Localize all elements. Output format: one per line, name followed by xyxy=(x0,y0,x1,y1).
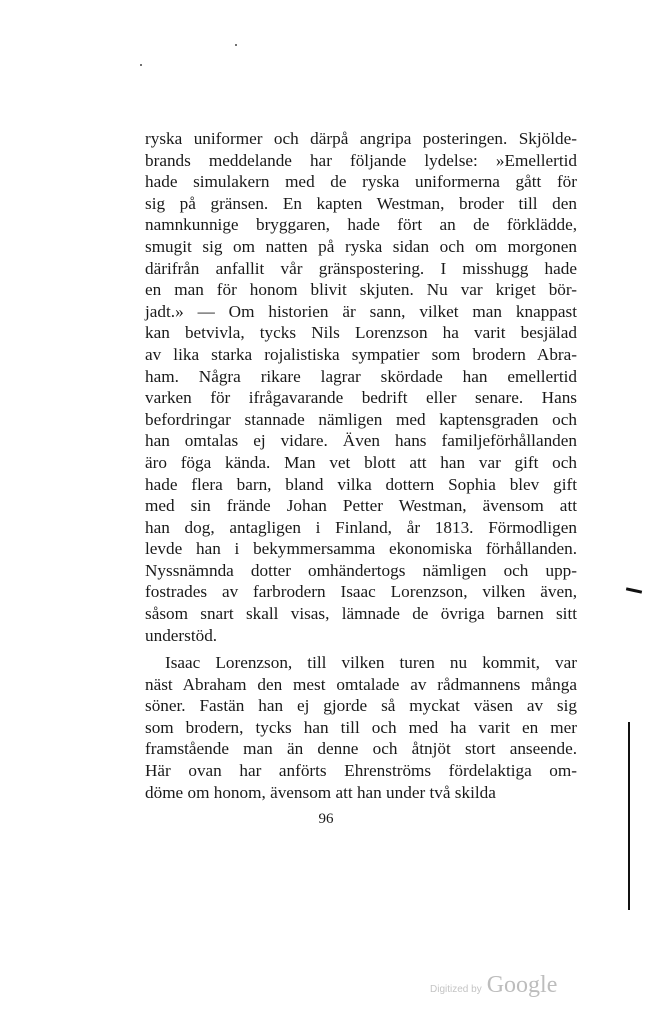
text-line: framstående man än denne och åtnjöt stort anseende. xyxy=(145,739,577,759)
text-line: varken för ifrågavarande bedrift eller senare. Hans xyxy=(145,388,577,408)
text-line: han dog, antagligen i Finland, år 1813. Förmodligen xyxy=(145,517,577,537)
digitized-watermark xyxy=(430,972,590,999)
scan-edge-mark xyxy=(626,587,642,593)
text-line: såsom snart skall visas, lämnade de övriga barnen sitt xyxy=(145,604,577,624)
text-line: därifrån anfallit vår gränspostering. I misshugg hade xyxy=(145,258,577,278)
text-line: fostrades av farbrodern Isaac Lorenzson, vilken även, xyxy=(145,582,577,602)
google-logo: Google xyxy=(486,972,558,998)
text-line: levde han i bekymmersamma ekonomiska förhållanden. xyxy=(145,539,577,559)
text-line: sig på gränsen. En kapten Westman, broder till den xyxy=(145,193,577,213)
text-line: understöd. xyxy=(145,625,218,645)
text-line: befordringar stannade nämligen med kaptensgraden och xyxy=(145,409,577,429)
scan-speck xyxy=(140,64,142,66)
scan-speck xyxy=(235,44,237,46)
text-line: Isaac Lorenzson, till vilken turen nu kommit, var xyxy=(165,653,577,672)
text-line: namnkunnige bryggaren, hade fört an de förklädde, xyxy=(145,215,577,235)
text-line: Här ovan har anförts Ehrenströms fördelaktiga om- xyxy=(145,760,577,780)
text-line: ryska uniformer och därpå angripa posteringen. Skjölde- xyxy=(145,129,577,148)
text-line: Nyssnämnda dotter omhändertogs nämligen och upp- xyxy=(145,560,577,580)
text-line: söner. Fastän han ej gjorde så myckat väsen av sig xyxy=(145,696,577,716)
text-line: ham. Några rikare lagrar skördade han emellertid xyxy=(145,366,577,386)
text-line: äro föga kända. Man vet blott att han var gift och xyxy=(145,452,577,472)
text-line: jadt.» — Om historien är sann, vilket man knappast xyxy=(145,301,577,321)
text-line: han omtalas ej vidare. Även hans familjeförhållanden xyxy=(145,431,577,451)
text-line: en man för honom blivit skjuten. Nu var kriget bör- xyxy=(145,280,577,300)
text-line: döme om honom, ävensom att han under två skilda xyxy=(145,782,496,802)
text-line: hade simulakern med de ryska uniformerna gått för xyxy=(145,172,577,192)
text-line: som brodern, tycks han till och med ha varit en mer xyxy=(145,717,577,737)
text-line: näst Abraham den mest omtalade av rådmannens många xyxy=(145,674,577,694)
body-paragraph-2 xyxy=(145,652,577,803)
text-line: av lika starka rojalistiska sympatier som brodern Abra- xyxy=(145,344,577,364)
page-number: 96 xyxy=(318,811,334,827)
text-line: brands meddelande har följande lydelse: »Emellertid xyxy=(145,150,577,170)
watermark-prefix: Digitized by xyxy=(430,984,482,995)
text-line: smugit sig om natten på ryska sidan och om morgonen xyxy=(145,236,577,256)
body-paragraph-1 xyxy=(145,128,577,646)
text-line: kan betvivla, tycks Nils Lorenzson ha varit besjälad xyxy=(145,323,577,343)
scan-edge-line xyxy=(628,722,630,910)
text-line: hade flera barn, bland vilka dottern Sophia blev gift xyxy=(145,474,577,494)
text-line: med sin frände Johan Petter Westman, ävensom att xyxy=(145,496,577,516)
